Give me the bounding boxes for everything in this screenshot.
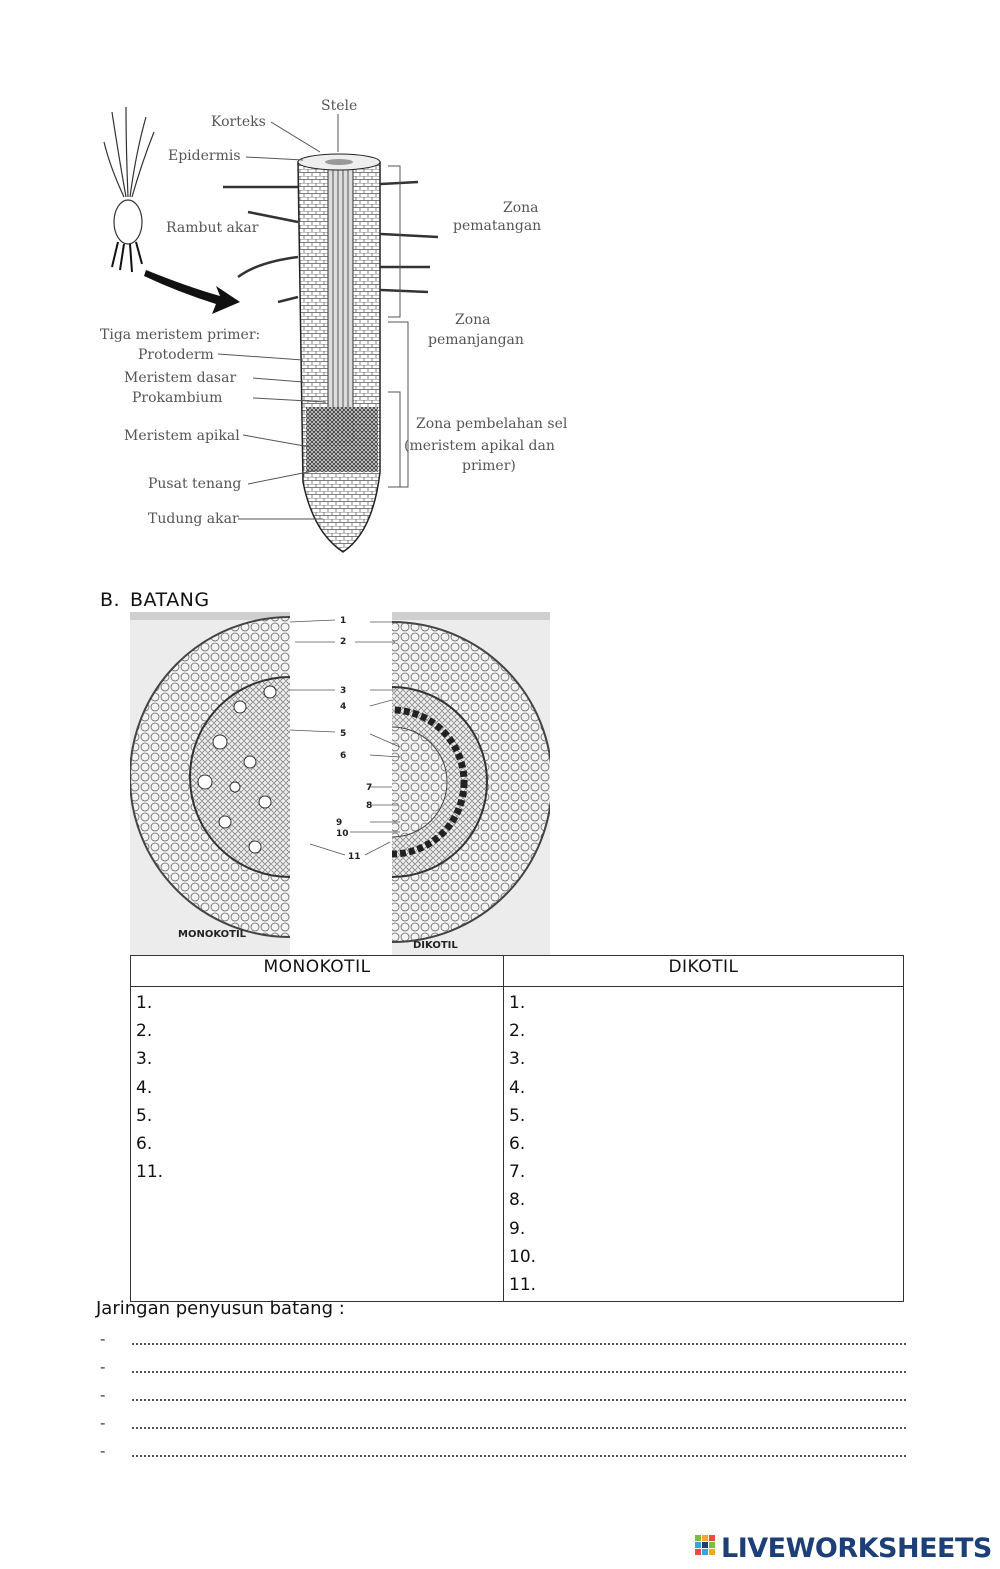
table-row xyxy=(131,987,904,1302)
label-prokambium: Prokambium xyxy=(132,390,223,406)
header-dikotil: DIKOTIL xyxy=(504,956,904,987)
label-stele: Stele xyxy=(321,98,358,114)
stem-num-2: 2 xyxy=(340,637,347,647)
section-title: BATANG xyxy=(130,589,210,611)
stem-num-5: 5 xyxy=(340,729,347,739)
label-tudung-akar: Tudung akar xyxy=(148,511,239,527)
section-letter: B. xyxy=(100,589,121,611)
answer-line[interactable] xyxy=(96,1358,906,1382)
seedling-illustration xyxy=(104,107,154,272)
dikotil-item[interactable]: 11. xyxy=(509,1274,537,1295)
bullet-dash: - xyxy=(100,1414,106,1432)
label-zona-pematangan-2: pematangan xyxy=(453,218,542,234)
label-rambut-akar: Rambut akar xyxy=(166,220,259,236)
dikotil-column xyxy=(504,987,904,1302)
monokotil-item[interactable]: 1. xyxy=(136,993,153,1013)
bullet-dash: - xyxy=(100,1442,106,1460)
dotted-line xyxy=(132,1455,906,1457)
monokotil-item[interactable]: 6. xyxy=(136,1133,153,1154)
stem-num-11: 11 xyxy=(348,852,361,862)
dotted-line xyxy=(132,1427,906,1429)
dikotil-item[interactable]: 7. xyxy=(509,1162,526,1183)
jaringan-label: Jaringan penyusun batang : xyxy=(96,1298,345,1319)
label-protoderm: Protoderm xyxy=(138,347,214,363)
bullet-dash: - xyxy=(100,1386,106,1404)
bullet-dash: - xyxy=(100,1358,106,1376)
monokotil-item[interactable]: 11. xyxy=(136,1162,164,1183)
label-korteks: Korteks xyxy=(211,114,266,130)
dotted-line xyxy=(132,1399,906,1401)
root-structure-diagram xyxy=(98,92,568,562)
answer-line[interactable] xyxy=(96,1442,906,1466)
label-zona-pembelahan-3: primer) xyxy=(462,458,516,474)
label-zona-pemanjangan-1: Zona xyxy=(455,312,491,328)
stem-num-1: 1 xyxy=(340,616,347,626)
dikotil-item[interactable]: 6. xyxy=(509,1133,526,1154)
dikotil-item[interactable]: 4. xyxy=(509,1077,526,1098)
monokotil-item[interactable]: 4. xyxy=(136,1077,153,1098)
dikotil-item[interactable]: 3. xyxy=(509,1049,526,1070)
comparison-table xyxy=(130,955,904,1302)
label-meristem-dasar: Meristem dasar xyxy=(124,370,237,386)
bullet-dash: - xyxy=(100,1330,106,1348)
header-monokotil: MONOKOTIL xyxy=(131,956,504,987)
dikotil-item[interactable]: 5. xyxy=(509,1105,526,1126)
dikotil-item[interactable]: 1. xyxy=(509,993,526,1013)
label-zona-pematangan-1: Zona xyxy=(503,200,539,216)
stem-num-7: 7 xyxy=(366,783,373,793)
table-header-row xyxy=(131,956,904,987)
brand-name: LIVEWORKSHEETS xyxy=(721,1532,992,1564)
dikotil-item[interactable]: 9. xyxy=(509,1218,526,1239)
dikotil-item[interactable]: 8. xyxy=(509,1190,526,1211)
label-zona-pemanjangan-2: pemanjangan xyxy=(428,332,524,348)
answer-line[interactable] xyxy=(96,1330,906,1354)
label-pusat-tenang: Pusat tenang xyxy=(148,476,242,492)
stem-label-monokotil: MONOKOTIL xyxy=(178,929,247,940)
dotted-line xyxy=(132,1371,906,1373)
answer-line[interactable] xyxy=(96,1414,906,1438)
answer-line[interactable] xyxy=(96,1386,906,1410)
section-heading-batang xyxy=(100,589,210,611)
dikotil-item[interactable]: 10. xyxy=(509,1246,537,1267)
stem-label-dikotil: DIKOTIL xyxy=(413,940,458,951)
monokotil-item[interactable]: 3. xyxy=(136,1049,153,1070)
stem-num-8: 8 xyxy=(366,801,373,811)
monokotil-column xyxy=(131,987,504,1302)
monokotil-item[interactable]: 5. xyxy=(136,1105,153,1126)
stem-num-6: 6 xyxy=(340,751,347,761)
dikotil-item[interactable]: 2. xyxy=(509,1021,526,1042)
arrow-icon xyxy=(144,270,240,314)
stem-num-10: 10 xyxy=(336,829,349,839)
stem-num-4: 4 xyxy=(340,702,347,712)
label-zona-pembelahan-2: (meristem apikal dan xyxy=(404,438,555,454)
label-tiga-meristem: Tiga meristem primer: xyxy=(100,327,261,343)
dotted-line xyxy=(132,1343,906,1345)
liveworksheets-logo-icon xyxy=(695,1535,717,1561)
root-body xyxy=(298,154,380,552)
stem-cross-section-diagram xyxy=(130,612,550,956)
liveworksheets-logo xyxy=(695,1531,992,1565)
label-epidermis: Epidermis xyxy=(168,148,241,164)
label-meristem-apikal: Meristem apikal xyxy=(124,428,240,444)
label-zona-pembelahan-1: Zona pembelahan sel xyxy=(416,416,568,432)
monokotil-item[interactable]: 2. xyxy=(136,1021,153,1042)
stem-num-9: 9 xyxy=(336,818,343,828)
stem-num-3: 3 xyxy=(340,686,347,696)
